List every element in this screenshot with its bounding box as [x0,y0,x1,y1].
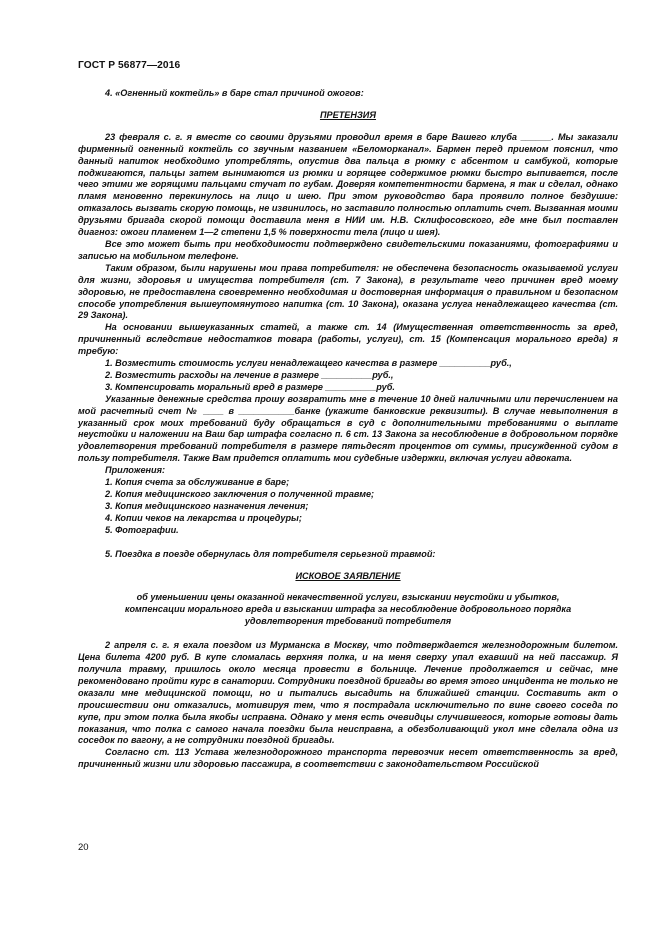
attachment-item: 1. Копия счета за обслуживание в баре; [105,477,290,488]
claim-paragraph-1: 23 февраля с. г. я вместе со своими друзьями проводил время в баре Вашего клуба ______. Мы заказали фирменный огненный коктейль со звучным названием «Беломорканал». Бармен перед приемом пояснил, что данный напиток необходимо употреблять, опустив два пальца в рюмку с абсентом и самбукой, которые поджигаются, пальцы затем вынимаются из рюмки и горящее содержимое рюмки быстро выпивается, после чего этими же горящими пальцами стучат по губам. Доверяя компетентности бармена, я так и сделал, однако пламя мгновенно перекинулось на лицо и шею. При этом руководство бара проявило полное бездушие: отказалось вызвать скорую помощь, не извинилось, но заставило полностью оплатить счет. Вызванная моими друзьями бригада скорой помощи доставила меня в НИИ им. Н.В. Склифосовского, где мне был поставлен диагноз: ожоги пламенем 1—2 степени 1,5 % поверхности тела (лицо и шея). [78,131,618,238]
attachment-item: 3. Копия медицинского назначения лечения; [105,500,309,511]
claim-paragraph-4: На основании вышеуказанных статей, а также ст. 14 (Имущественная ответственность за вред, причиненный вследствие недостатков товара (работы, услуги), ст. 15 (Компенсация морального вреда) я требую: [78,322,618,357]
claim-heading [78,110,618,122]
claim-heading-text: ПРЕТЕНЗИЯ [319,109,377,120]
claim-paragraph-2: Все это может быть при необходимости подтверждено свидетельскими показаниями, фотографиями и записью на мобильном телефоне. [78,238,618,261]
standard-code-header: ГОСТ Р 56877—2016 [78,60,181,71]
lawsuit-heading [78,571,618,583]
item-4-title: 4. «Огненный коктейль» в баре стал причиной ожогов: [105,88,364,98]
attachment-item: 5. Фотографии. [105,524,179,535]
item-5-title: 5. Поездка в поезде обернулась для потребителя серьезной травмой: [105,548,436,559]
demand-item-3: 3. Компенсировать моральный вред в размере __________руб. [105,381,395,392]
attachment-item: 2. Копия медицинского заключения о полученной травме; [105,489,375,499]
demand-item-1: 1. Возместить стоимость услуги ненадлежащего качества в размере __________руб., [105,358,512,369]
attachments-title: Приложения: [105,465,166,476]
lawsuit-heading-text: ИСКОВОЕ ЗАЯВЛЕНИЕ [295,570,401,581]
claim-paragraph-3: Таким образом, были нарушены мои права потребителя: не обеспечена безопасность оказываемой услуги для жизни, здоровья и имущества потребителя (ст. 7 Закона), в результате чего причинен вред моему здоровью, не предоставлена своевременно необходимая и достоверная информация о правильном и безопасном способе употребления вышеупомянутого напитка (ст. 10 Закона), оказана услуга ненадлежащего качества (ст. 29 Закона). [78,262,618,321]
attachment-item: 4. Копии чеков на лекарства и процедуры; [105,512,302,523]
lawsuit-paragraph-2: Согласно ст. 113 Устава железнодорожного транспорта перевозчик несет ответственность за вред, причиненный жизни или здоровью пассажира, в соответствии с законодательством Российской [78,747,618,770]
lawsuit-subtitle: об уменьшении цены оказанной некачественной услуги, взыскании неустойки и убытков, компенсации морального вреда и взыскании штрафа за несоблюдение добровольного порядка удовлетворения требований потребителя [124,592,572,627]
lawsuit-paragraph-1: 2 апреля с. г. я ехала поездом из Мурманска в Москву, что подтверждается железнодорожным билетом. Цена билета 4200 руб. В купе сломалась верхняя полка, и на меня сверху упал ехавший на ней пассажир. Я получила травму, пришлось около месяца провести в больнице. Лечение продолжается и сейчас, мне рекомендовано пройти курс в санатории. Сотрудники поездной бригады во время этого инцидента не только не оказали мне медицинской помощи, но и пытались высадить на ближайшей станции. Составить акт о происшествии они отказались, мотивируя тем, что я пострадала исключительно по вине своего соседа по купе, при этом полка была якобы исправна. Однако у меня есть очевидцы случившегося, которые готовы дать показания, что полка с самого начала поездки была неисправна, а обезболивающий укол мне сделала одна из соседок по вагону, а не сотрудники поездной бригады. [78,640,618,746]
document-body [78,88,618,771]
claim-paragraph-5: Указанные денежные средства прошу возвратить мне в течение 10 дней наличными или перечислением на мой расчетный счет № ____ в ___________банке (укажите банковские реквизиты). В случае невыполнения в указанный срок моих требований буду обращаться в суд с дополнительными требованиями о выплате неустойки и наложении на Ваш бар штрафа согласно п. 6 ст. 13 Закона за несоблюдение в добровольном порядке удовлетворения требований потребителя в размере пятьдесят процентов от суммы, присужденной судом в пользу потребителя. Также Вам придется оплатить мои судебные издержки, включая услуги адвоката. [78,393,618,464]
demand-item-2: 2. Возместить расходы на лечение в размере __________руб., [105,369,394,380]
page-number: 20 [78,842,89,853]
